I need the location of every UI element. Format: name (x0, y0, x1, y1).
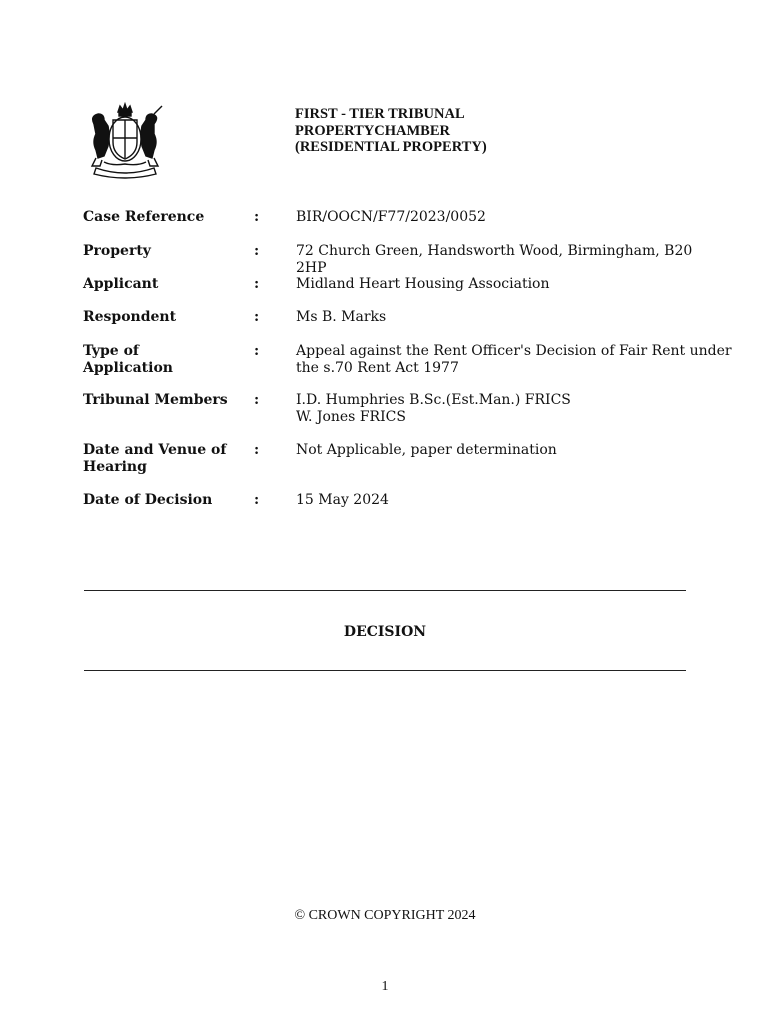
applicant-value: Midland Heart Housing Association (296, 276, 550, 292)
separator: : (254, 492, 260, 508)
copyright-notice: © CROWN COPYRIGHT 2024 (294, 908, 476, 923)
case-reference-label: Case Reference (83, 209, 205, 225)
case-reference-value: BIR/OOCN/F77/2023/0052 (296, 209, 486, 225)
separator: : (254, 343, 260, 359)
application-type-label: Type of Application (83, 343, 173, 376)
application-type-value (296, 343, 732, 377)
decision-date-label: Date of Decision (83, 492, 213, 508)
tribunal-member-2: W. Jones FRICS (296, 409, 406, 425)
separator: : (254, 243, 260, 259)
application-type-line-2: the s.70 Rent Act 1977 (296, 360, 459, 376)
hearing-label (83, 442, 233, 476)
respondent-value: Ms B. Marks (296, 309, 387, 325)
hearing-value: Not Applicable, paper determination (296, 442, 557, 458)
tribunal-heading (295, 106, 487, 156)
hearing-label-line-1: Date and Venue of (83, 442, 227, 458)
hearing-label-line-2: Hearing (83, 459, 147, 475)
property-value: 72 Church Green, Handsworth Wood, Birmingham, B20 2HP (296, 243, 693, 276)
decision-date-value: 15 May 2024 (296, 492, 389, 508)
separator: : (254, 309, 260, 325)
heading-line-3: (RESIDENTIAL PROPERTY) (295, 139, 487, 155)
property-label: Property (83, 243, 151, 259)
heading-line-1: FIRST - TIER TRIBUNAL (295, 106, 465, 122)
respondent-label: Respondent (83, 309, 177, 325)
tribunal-member-1: I.D. Humphries B.Sc.(Est.Man.) FRICS (296, 392, 571, 408)
separator: : (254, 392, 260, 408)
application-type-line-1: Appeal against the Rent Officer's Decision of Fair Rent under (296, 343, 732, 359)
tribunal-members-value (296, 392, 696, 426)
divider-bottom (84, 670, 686, 671)
separator: : (254, 209, 260, 225)
decision-title: DECISION (343, 624, 427, 640)
applicant-label: Applicant (83, 276, 159, 292)
royal-coat-of-arms-icon (82, 102, 168, 180)
page-number: 1 (381, 979, 389, 994)
separator: : (254, 276, 260, 292)
heading-line-2: PROPERTYCHAMBER (295, 122, 450, 139)
separator: : (254, 442, 260, 458)
divider-top (84, 590, 686, 591)
tribunal-members-label: Tribunal Members (83, 392, 228, 408)
